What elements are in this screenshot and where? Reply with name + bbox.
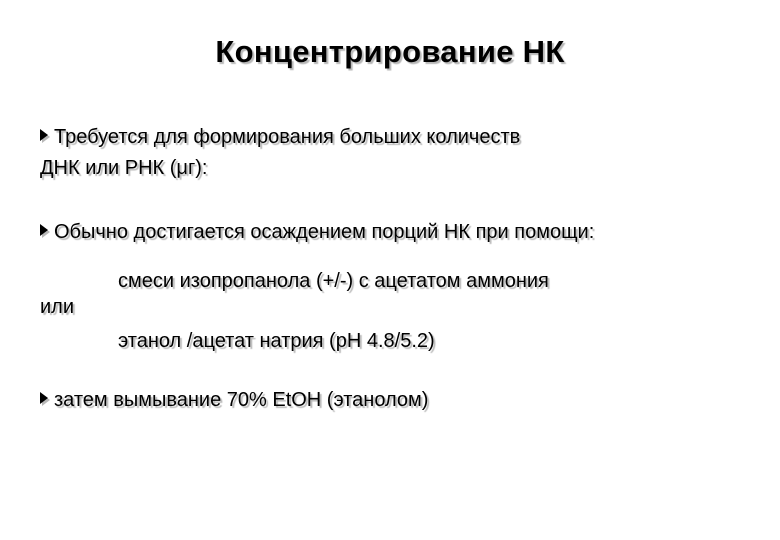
triangle-bullet-icon xyxy=(40,224,48,236)
slide-title: Концентрирование НК xyxy=(215,34,565,69)
or-word: или xyxy=(40,296,75,318)
bullet-3-text: затем вымывание 70% EtOH (этанолом) xyxy=(54,389,429,411)
option-1: смеси изопропанола (+/-) с ацетатом аммония xyxy=(118,270,549,292)
bullet-1-text: Требуется для формирования больших количеств xyxy=(54,126,521,148)
bullet-3 xyxy=(40,389,428,412)
triangle-bullet-icon xyxy=(40,129,48,141)
triangle-bullet-icon xyxy=(40,392,48,404)
bullet-1 xyxy=(40,126,520,149)
option-2: этанол /ацетат натрия (pH 4.8/5.2) xyxy=(118,330,435,352)
bullet-2-text: Обычно достигается осаждением порций НК при помощи: xyxy=(54,221,595,243)
bullet-1-continuation: ДНК или РНК (μг): xyxy=(40,157,208,179)
bullet-2 xyxy=(40,221,594,244)
